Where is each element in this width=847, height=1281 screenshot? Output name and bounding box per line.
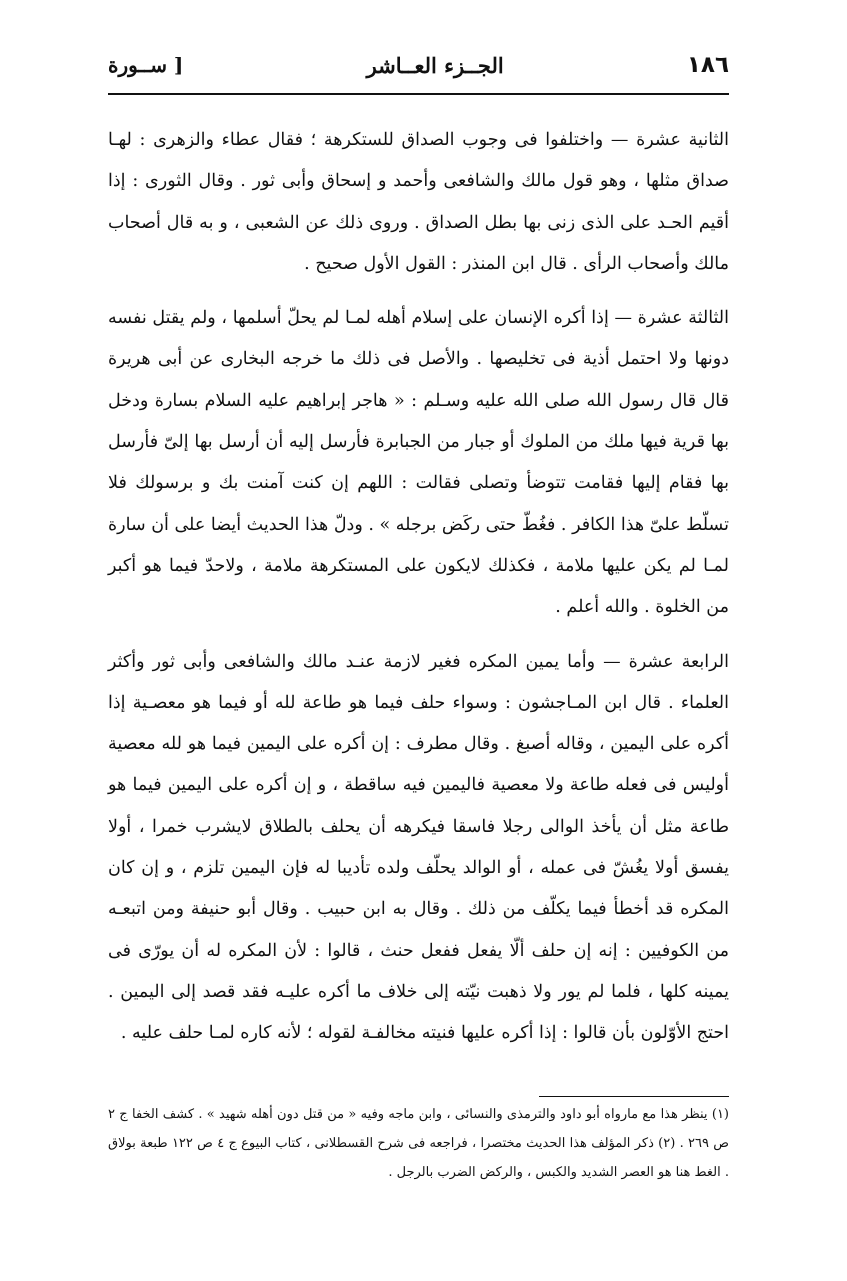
footnote-rule xyxy=(539,1096,729,1097)
footnotes xyxy=(108,1100,729,1187)
footnote: (١) ينظر هذا مع مارواه أبو داود والترمذى والنسائى ، وابن ماجه وفيه « من قتل دون أهله شهيد » . كشف الخفا ج ٢ ص ٢٦٩ . (٢) ذكر المؤلف هذا الحديث مختصرا ، فراجعه فى شرح القسطلانى ، كتاب البيوع ج ٤ ص ١٢٢ طبعة بولاق . الغط هنا هو العصر الشديد والكبس ، والركض الضرب بالرجل . xyxy=(108,1107,729,1180)
header-rule xyxy=(108,93,729,95)
paragraph: الرابعة عشرة — وأما يمين المكره فغير لازمة عنـد مالك والشافعى وأبى ثور وأكثر العلماء . قال ابن المـاجشون : وسواء حلف فيما هو طاعة لله أو فيما هو معصـية إذا أكره على اليمين ، وقاله أصبغ . وقال مطرف : إن أكره على اليمين فيما هو لله معصية أوليس فى فعله طاعة ولا معصية فاليمين فيه ساقطة ، و إن أكره على اليمين فيما هو طاعة مثل أن يأخذ الوالى رجلا فاسقا فيكرهه أن يحلف بالطلاق لايشرب خمرا ، أولا يفسق أولا يغُشّ فى عمله ، أو الوالد يحلّف ولده تأديبا له فإن اليمين تلزم ، و إن كان المكره قد أخطأ فيما يكلّف من ذلك . وقال به ابن حبيب . وقال أبو حنيفة ومن اتبعـه من الكوفيين : إنه إن حلف ألّا يفعل ففعل حنث ، قالوا : لأن المكره له أن يورّى فى يمينه كلها ، فلما لم يور ولا ذهبت نيّته إلى خلاف ما أكره عليـه فقد قصد إلى اليمين . احتج الأوّلون بأن قالوا : إذا أكره عليها فنيته مخالفـة لقوله ؛ لأنه كاره لمـا حلف عليه . xyxy=(108,651,729,1044)
page-number: ١٨٦ xyxy=(686,52,729,78)
part-title: الجــزء العــاشر xyxy=(366,52,504,78)
surah-label: [ ســورة xyxy=(108,53,184,77)
paragraph: الثانية عشرة — واختلفوا فى وجوب الصداق للستكرهة ؛ فقال عطاء والزهرى : لهـا صداق مثلها ، وهو قول مالك والشافعى وأحمد و إسحاق وأبى ثور . وقال الثورى : إذا أقيم الحـد على الذى زنى بها بطل الصداق . وروى ذلك عن الشعبى ، و به قال أصحاب مالك وأصحاب الرأى . قال ابن المنذر : القول الأول صحيح . xyxy=(108,130,729,274)
page-header xyxy=(108,42,729,88)
main-text xyxy=(108,120,729,1068)
paragraph: الثالثة عشرة — إذا أكره الإنسان على إسلام أهله لمـا لم يحلّ أسلمها ، ولم يقتل نفسه دونها ولا احتمل أذية فى تخليصها . والأصل فى ذلك ما خرجه البخارى عن أبى هريرة قال قال رسول الله صلى الله عليه وسـلم : « هاجر إبراهيم عليه السلام بسارة ودخل بها قرية فيها ملك من الملوك أو جبار من الجبابرة فأرسل إليه أن أرسل بها إلىّ فأرسل بها فقام إليها فقامت تتوضأ وتصلى فقالت : اللهم إن كنت آمنت بك و برسولك فلا تسلّط علىّ هذا الكافر . فغُطّ حتى ركَض برجله » . ودلّ هذا الحديث أيضا على أن سارة لمـا لم يكن عليها ملامة ، فكذلك لايكون على المستكرهة ملامة ، ولاحدّ فيما هو أكبر من الخلوة . والله أعلم . xyxy=(108,308,729,618)
